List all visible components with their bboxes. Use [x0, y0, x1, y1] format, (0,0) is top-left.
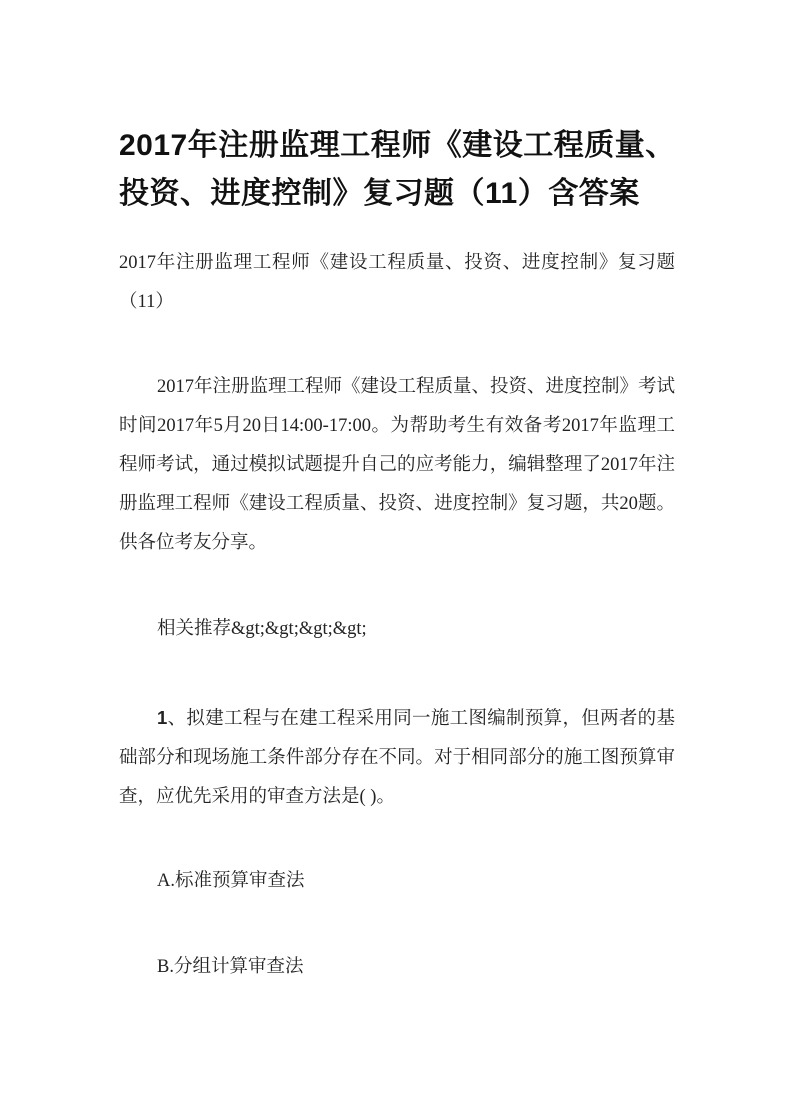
question-1: [119, 698, 675, 817]
intro-paragraph: 2017年注册监理工程师《建设工程质量、投资、进度控制》考试时间2017年5月20日14:00-17:00。为帮助考生有效备考2017年监理工程师考试，通过模拟试题提升自己的应考能力，编辑整理了2017年注册监理工程师《建设工程质量、投资、进度控制》复习题，共20题。供各位考友分享。: [119, 377, 676, 553]
question-separator: 、: [167, 709, 187, 729]
document-title: 2017年注册监理工程师《建设工程质量、投资、进度控制》复习题（11）含答案: [119, 129, 676, 210]
option-b: B.分组计算审查法: [157, 957, 304, 977]
related-recommendation: 相关推荐&gt;&gt;&gt;&gt;: [157, 619, 367, 639]
question-text: 拟建工程与在建工程采用同一施工图编制预算，但两者的基础部分和现场施工条件部分存在不同。对于相同部分的施工图预算审查，应优先采用的审查方法是( )。: [119, 709, 675, 807]
document-subtitle: 2017年注册监理工程师《建设工程质量、投资、进度控制》复习题（11）: [119, 253, 675, 312]
option-a: A.标准预算审查法: [157, 871, 305, 891]
question-number: 1: [157, 707, 168, 728]
